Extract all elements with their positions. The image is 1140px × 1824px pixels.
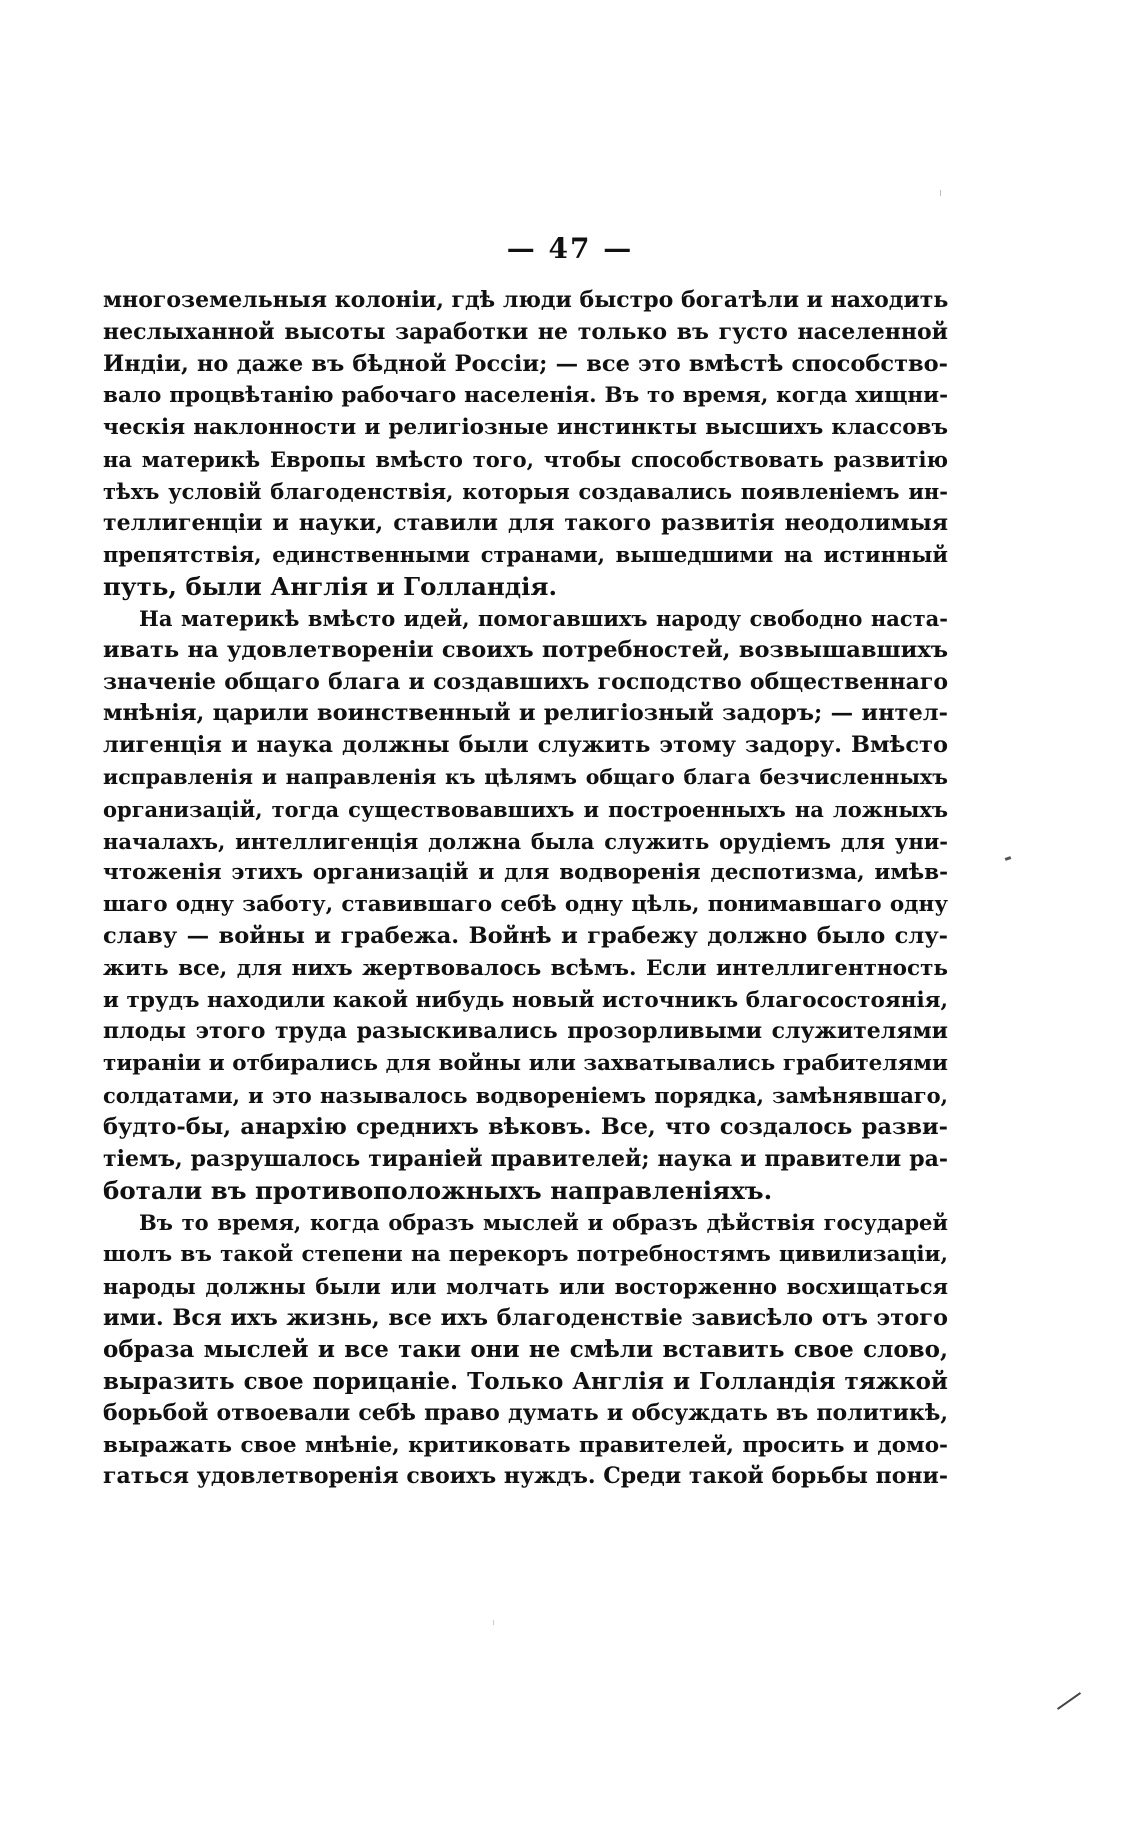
text-line: Въ то время, когда образъ мыслей и образъ дѣйствія государей (139, 1210, 948, 1236)
text-line: организацій, тогда существовавшихъ и построенныхъ на ложныхъ (103, 796, 948, 822)
page-number: — 47 — (506, 232, 634, 265)
text-line: славу — войны и грабежа. Войнѣ и грабежу должно было слу- (103, 922, 948, 949)
text-line: солдатами, и это называлось водвореніемъ порядка, замѣнявшаго, (103, 1082, 948, 1108)
text-line: шаго одну заботу, ставившаго себѣ одну цѣль, понимавшаго одну (103, 892, 948, 918)
scan-speck (940, 190, 941, 196)
text-line: народы должны были или молчать или восторженно восхищаться (103, 1273, 948, 1299)
text-line: ботали въ противоположныхъ направленіяхъ. (103, 1176, 773, 1206)
text-line: жить все, для нихъ жертвовалось всѣмъ. Если интеллигентность (103, 955, 948, 981)
text-line: На материкѣ вмѣсто идей, помогавшихъ народу свободно наста- (139, 605, 948, 631)
text-line: плоды этого труда разыскивались прозорливыми служителями (103, 1018, 948, 1045)
text-line: чтоженія этихъ организацій и для водворенія деспотизма, имѣв- (103, 860, 948, 886)
text-line: образа мыслей и все таки они не смѣли вставить свое слово, (103, 1336, 948, 1364)
scan-speck (1057, 1692, 1081, 1710)
text-line: мнѣнія, царили воинственный и религіозный задоръ; — интел- (103, 700, 948, 727)
scan-speck (493, 1620, 494, 1625)
text-line: ческія наклонности и религіозные инстинкты высшихъ классовъ (103, 415, 948, 441)
text-line: ими. Вся ихъ жизнь, все ихъ благоденствіе зависѣло отъ этого (103, 1304, 948, 1331)
text-line: и трудъ находили какой нибудь новый источникъ благосостоянія, (103, 987, 948, 1013)
text-line: выражать свое мнѣніе, критиковать правителей, просить и домо- (103, 1432, 948, 1458)
paragraph-3 (103, 1207, 948, 1493)
text-line: вало процвѣтанію рабочаго населенія. Въ то время, когда хищни- (103, 383, 948, 409)
text-line: гаться удовлетворенія своихъ нуждъ. Среди такой борьбы пони- (103, 1463, 948, 1490)
text-line: выразить свое порицаніе. Только Англія и Голландія тяжкой (103, 1368, 948, 1396)
text-line: Индіи, но даже въ бѣдной Россіи; — все это вмѣстѣ способство- (103, 350, 948, 377)
text-line: тѣхъ условій благоденствія, которыя создавались появленіемъ ин- (103, 478, 948, 504)
text-line: значеніе общаго блага и создавшихъ господство общественнаго (103, 668, 948, 695)
text-line: исправленія и направленія къ цѣлямъ общаго блага безчисленныхъ (103, 764, 948, 789)
text-line: тираніи и отбирались для войны или захватывались грабителями (103, 1051, 948, 1077)
text-line: лигенція и наука должны были служить этому задору. Вмѣсто (103, 732, 948, 759)
text-line: неслыханной высоты заработки не только въ густо населенной (103, 318, 948, 345)
text-line: ивать на удовлетвореніи своихъ потребностей, возвышавшихъ (103, 636, 948, 663)
text-line: путь, были Англія и Голландія. (103, 572, 558, 602)
text-line: на материкѣ Европы вмѣсто того, чтобы способствовать развитію (103, 446, 948, 472)
text-line: шолъ въ такой степени на перекоръ потребностямъ цивилизаціи, (103, 1241, 948, 1267)
body-text (103, 285, 948, 1493)
text-line: будто-бы, анархію среднихъ вѣковъ. Все, что создалось разви- (103, 1113, 948, 1140)
text-line: теллигенціи и науки, ставили для такого развитія неодолимыя (103, 509, 948, 536)
text-line: тіемъ, разрушалось тираніей правителей; наука и правители ра- (103, 1145, 948, 1172)
paragraph-2 (103, 603, 948, 1207)
paragraph-1 (103, 285, 948, 603)
text-line: борьбой отвоевали себѣ право думать и обсуждать въ политикѣ, (103, 1399, 948, 1426)
scan-speck (1005, 856, 1012, 861)
text-line: началахъ, интеллигенція должна была служить орудіемъ для уни- (103, 828, 948, 854)
text-line: многоземельныя колоніи, гдѣ люди быстро богатѣли и находить (103, 287, 948, 313)
text-line: препятствія, единственными странами, вышедшими на истинный (103, 542, 948, 568)
